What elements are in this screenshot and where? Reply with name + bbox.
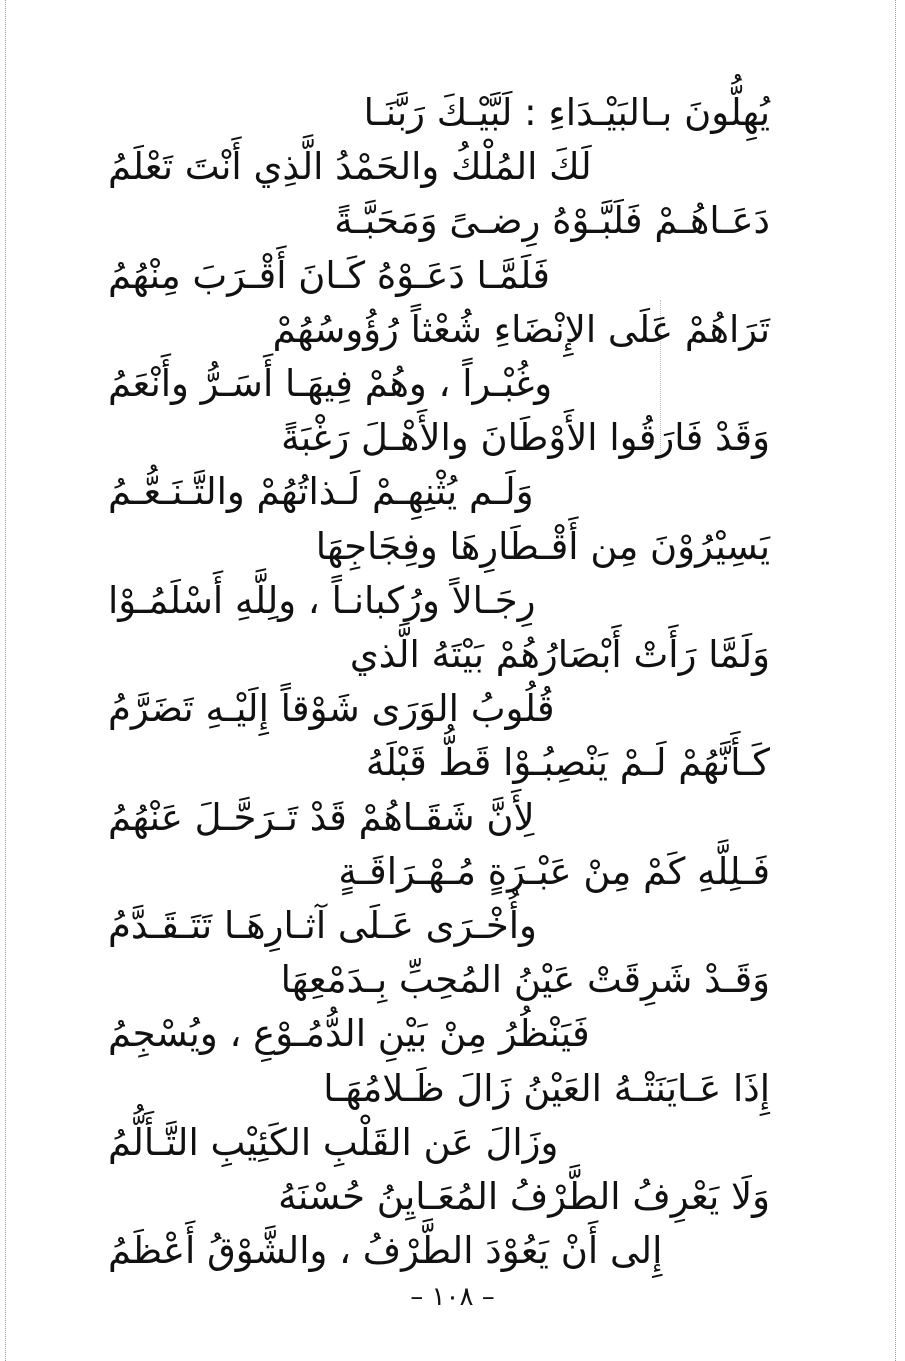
verse-line: فَـلِلَّهِ كَمْ مِنْ عَبْـرَةٍ مُـهْـرَاقَـةٍ — [338, 850, 770, 893]
left-dotted-margin — [5, 0, 6, 1361]
verse-line: لِأَنَّ شَقَـاهُمْ قَدْ تَـرَحَّـلَ عَنْهُمُ — [108, 796, 535, 839]
verse-line: يُهِلُّونَ بـالبَيْـدَاءِ : لَبَّيْـكَ رَبَّنَـا — [363, 91, 770, 134]
verse-line: فَيَنْظُرُ مِنْ بَيْنِ الدُّمُـوْعِ ، ويُسْجِمُ — [108, 1012, 590, 1055]
verse-line: دَعَـاهُـمْ فَلَبَّـوْهُ رِضـىً وَمَحَبَّـةً — [334, 199, 770, 242]
verse-line: وَلَا يَعْرِفُ الطَّرْفُ المُعَـايِنُ حُسْنَهُ — [278, 1175, 770, 1218]
page-number: – ١٠٨ – — [410, 1282, 495, 1312]
verse-line: وَلَمَّا رَأَتْ أَبْصَارُهُمْ بَيْتَهُ الَّذي — [349, 633, 770, 676]
verse-line: وزَالَ عَن القَلْبِ الكَئِيْبِ التَّـأَلُّمُ — [108, 1121, 559, 1164]
verse-line: إِذَا عَـايَنَتْـهُ العَيْنُ زَالَ ظَـلامُهَـا — [323, 1067, 770, 1110]
right-dotted-margin — [895, 0, 896, 1361]
verse-line: إِلى أَنْ يَعُوْدَ الطَّرْفُ ، والشَّوْقُ أَعْظَمُ — [108, 1229, 663, 1272]
verse-line: يَسِيْرُوْنَ مِن أَقْـطَارِهَا وفِجَاجِهَا — [315, 525, 770, 568]
verse-line: فَلَمَّـا دَعَـوْهُ كَـانَ أَقْـرَبَ مِنْهُمُ — [108, 254, 550, 297]
verse-line: تَرَاهُمْ عَلَى الإِنْضَاءِ شُعْثاً رُؤُوسُهُمْ — [272, 308, 770, 351]
verse-line: وأُخْـرَى عَـلَى آثـارِهَـا تَتَـقَـدَّمُ — [108, 904, 537, 947]
verse-line: كَـأَنَّهُمْ لَـمْ يَنْصِبُـوْا قَطُّ قَبْلَهُ — [365, 741, 770, 784]
verse-line: وَلَـم يُثْنِهِـمْ لَـذاتُهُمْ والتَّـنَـعُّـمُ — [108, 470, 534, 513]
verse-line: وَقَـدْ شَرِقَتْ عَيْنُ المُحِبِّ بِـدَمْعِهَا — [280, 958, 770, 1001]
verse-line: قُلُوبُ الوَرَى شَوْقاً إِلَيْـهِ تَضَرَّمُ — [108, 687, 555, 730]
verse-line: لَكَ المُلْكُ والحَمْدُ الَّذِي أَنْتَ تَعْلَمُ — [108, 145, 592, 188]
verse-line: وَقَدْ فَارَقُوا الأَوْطَانَ والأَهْـلَ رَغْبَةً — [281, 416, 770, 459]
verse-line: رِجَـالاً ورُكبانـاً ، ولِلَّهِ أَسْلَمُـوْا — [108, 579, 536, 622]
verse-line: وغُبْـراً ، وهُمْ فِيهَـا أَسَـرُّ وأَنْعَمُ — [108, 362, 553, 405]
